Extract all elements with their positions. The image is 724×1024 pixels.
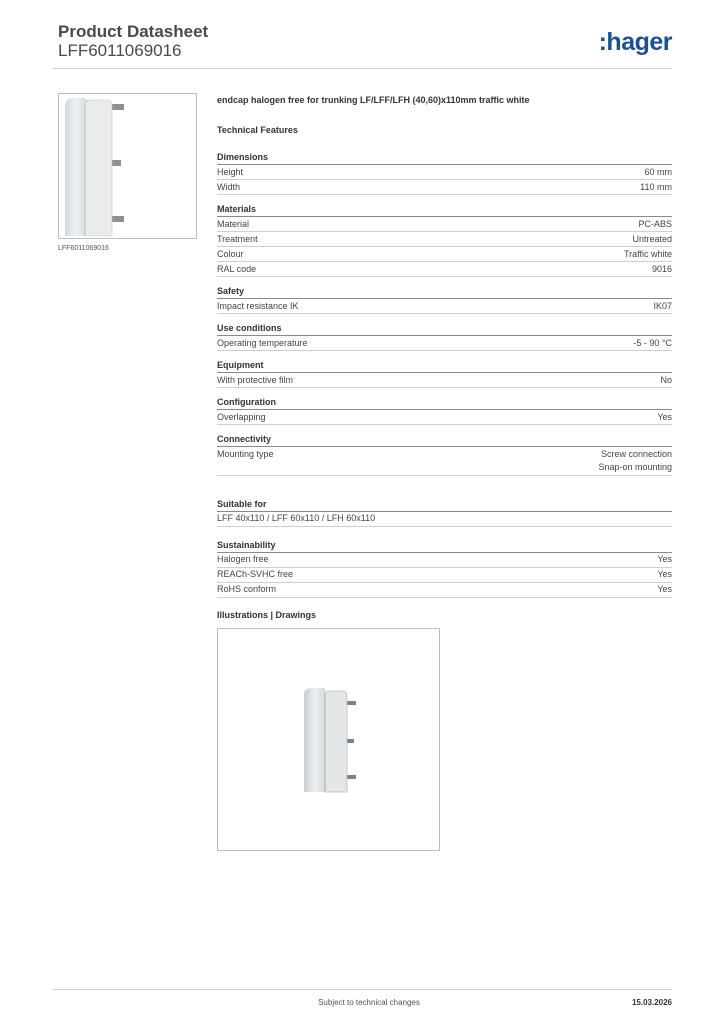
spec-row [217,247,672,262]
spec-value-line: PC-ABS [638,218,672,229]
spec-value-line: No [660,374,672,385]
spec-value-line: 110 mm [640,181,672,192]
spec-label: Width [217,181,241,192]
spec-section-configuration [217,396,672,425]
spec-row [217,180,672,195]
hager-logo: :hager [598,28,672,56]
product-thumbnail [58,93,197,239]
spec-label: Colour [217,248,244,259]
spacer [217,484,672,498]
spec-row [217,447,672,476]
spec-value-line: Snap-on mounting [598,462,672,472]
spec-value [598,448,672,475]
section-title: Equipment [217,359,672,373]
spec-value [657,411,672,425]
spec-value-line: Screw connection [600,448,672,459]
spec-value [638,218,672,232]
spec-row [217,373,672,388]
product-description: endcap halogen free for trunking LF/LFF/LFH (40,60)x110mm traffic white [217,95,530,105]
page-header [58,20,672,70]
spec-label: Overlapping [217,411,266,422]
sustainability-section [217,539,672,598]
spec-section-dimensions [217,151,672,195]
technical-features-heading: Technical Features [217,125,298,135]
spec-label: REACh-SVHC free [217,569,294,579]
spec-value [653,300,672,314]
section-title: Dimensions [217,151,672,165]
spec-section-safety [217,285,672,314]
spec-value [640,181,672,195]
footer-note: Subject to technical changes [318,998,420,1007]
sustainability-rows [217,553,672,598]
spec-value-line: IK07 [653,300,672,311]
illustrations-heading: Illustrations | Drawings [217,609,317,620]
spec-label: Treatment [217,233,258,244]
spec-value [644,166,672,180]
sustainability-row [217,553,672,568]
thumbnail-caption: LFF6011069016 [58,245,109,252]
footer-date: 15.03.2026 [631,998,672,1007]
spec-value-line: 60 mm [644,166,672,177]
spec-content [217,95,672,851]
footer-divider [53,989,672,990]
section-title: Safety [217,285,672,299]
spec-value-line: -5 - 90 °C [633,337,672,348]
spec-row [217,336,672,351]
spec-section-use-conditions [217,322,672,351]
sustainability-row [217,568,672,583]
spec-value-line: Traffic white [623,248,672,259]
spec-value [660,374,672,388]
page-title: Product Datasheet [58,22,209,41]
section-title: Configuration [217,396,672,410]
spec-sections [217,151,672,476]
section-title: Materials [217,203,672,217]
spec-value: Yes [657,554,672,564]
spec-label: Operating temperature [217,337,308,348]
spec-row [217,165,672,180]
spec-row [217,262,672,277]
product-drawing [217,628,440,851]
spec-value-line: 9016 [651,263,672,274]
header-divider [53,68,672,69]
spec-value: Yes [657,584,672,594]
spec-row [217,232,672,247]
spec-label: Height [217,166,244,177]
section-title: Use conditions [217,322,672,336]
spec-value [633,337,672,351]
suitable-for-row [217,512,672,527]
spec-value [652,263,672,277]
sustainability-title: Sustainability [217,539,672,553]
spec-label: Material [217,218,250,229]
spec-label: Mounting type [217,448,274,459]
spec-label: RoHS conform [217,584,277,594]
spec-label: RAL code [217,263,257,274]
spec-value-line: Yes [657,411,672,422]
spec-row [217,410,672,425]
product-code: LFF6011069016 [58,41,182,60]
spec-label: With protective film [217,374,294,385]
sustainability-row [217,583,672,598]
section-title: Connectivity [217,433,672,447]
suitable-for-section [217,498,672,527]
spec-section-connectivity [217,433,672,476]
spec-row [217,217,672,232]
spec-section-equipment [217,359,672,388]
spec-label: Halogen free [217,554,269,564]
spec-value [624,248,672,262]
spec-value [632,233,672,247]
spec-value-line: Untreated [632,233,672,244]
suitable-for-title: Suitable for [217,498,672,512]
spec-label: Impact resistance IK [217,300,299,311]
spec-row [217,299,672,314]
spec-value: Yes [657,569,672,579]
spec-section-materials [217,203,672,277]
suitable-for-text: LFF 40x110 / LFF 60x110 / LFH 60x110 [217,513,376,523]
